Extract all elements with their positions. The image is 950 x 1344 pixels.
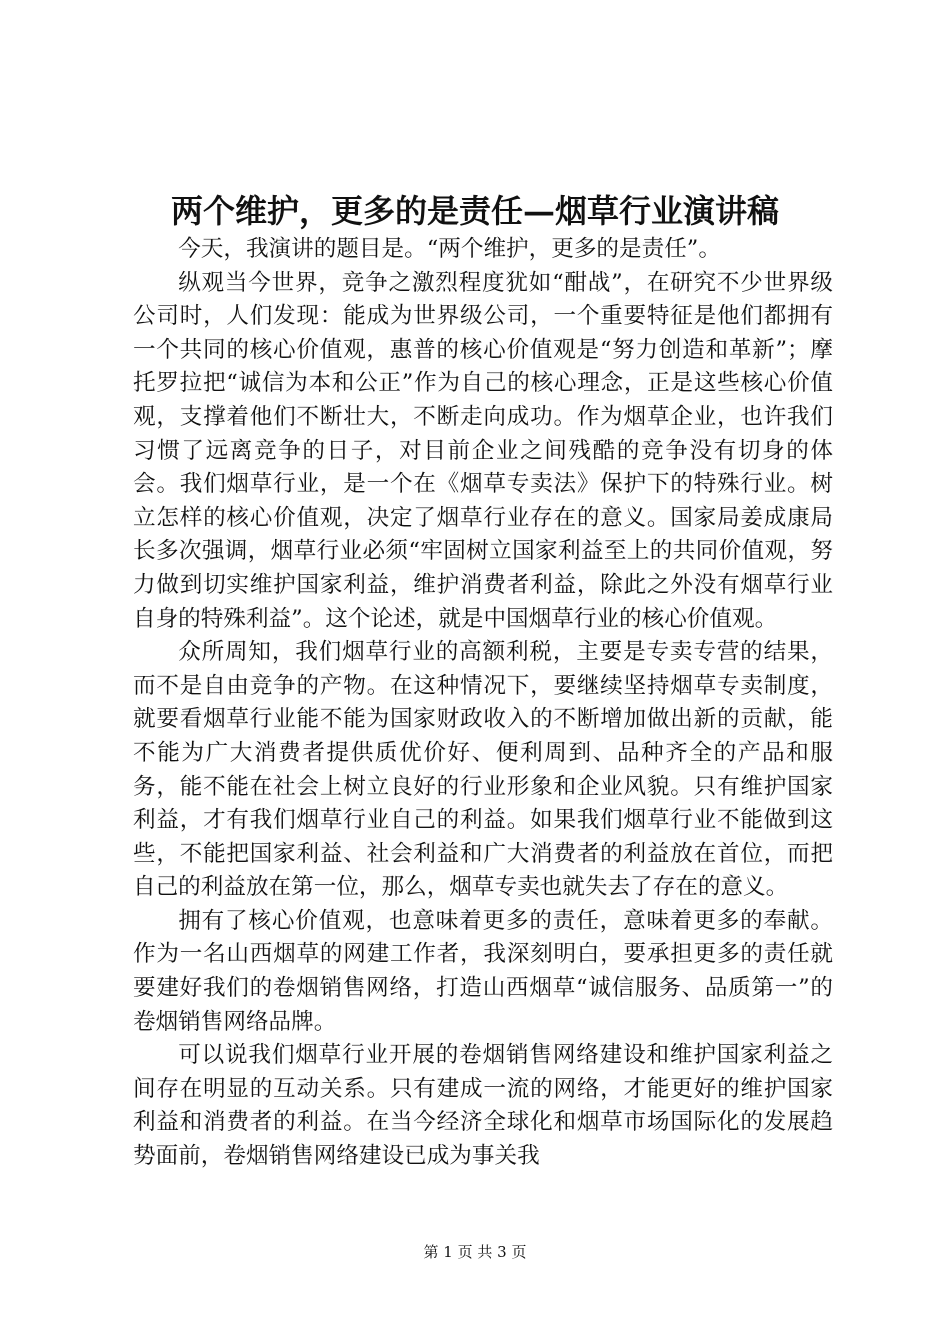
document-body bbox=[133, 233, 833, 1174]
paragraph: 众所周知，我们烟草行业的高额利税，主要是专卖专营的结果，而不是自由竞争的产物。在这种情况下，要继续坚持烟草专卖制度，就要看烟草行业能不能为国家财政收入的不断增加做出新的贡献，能不能为广大消费者提供质优价好、便利周到、品种齐全的产品和服务，能不能在社会上树立良好的行业形象和企业风貌。只有维护国家利益，才有我们烟草行业自己的利益。如果我们烟草行业不能做到这些，不能把国家利益、社会利益和广大消费者的利益放在首位，而把自己的利益放在第一位，那么，烟草专卖也就失去了存在的意义。 bbox=[133, 639, 833, 901]
document-title: 两个维护，更多的是责任—烟草行业演讲稿 bbox=[170, 192, 779, 230]
paragraph: 拥有了核心价值观，也意味着更多的责任，意味着更多的奉献。作为一名山西烟草的网建工作者，我深刻明白，要承担更多的责任就要建好我们的卷烟销售网络，打造山西烟草“诚信服务、品质第一”的卷烟销售网络品牌。 bbox=[133, 907, 833, 1035]
page-footer: 第 1 页 共 3 页 bbox=[423, 1243, 527, 1261]
paragraph: 可以说我们烟草行业开展的卷烟销售网络建设和维护国家利益之间存在明显的互动关系。只有建成一流的网络，才能更好的维护国家利益和消费者的利益。在当今经济全球化和烟草市场国际化的发展趋势面前，卷烟销售网络建设已成为事关我 bbox=[133, 1042, 833, 1170]
paragraph: 纵观当今世界，竞争之激烈程度犹如“酣战”，在研究不少世界级公司时，人们发现：能成为世界级公司，一个重要特征是他们都拥有一个共同的核心价值观，惠普的核心价值观是“努力创造和革新”；摩托罗拉把“诚信为本和公正”作为自己的核心理念，正是这些核心价值观，支撑着他们不断壮大，不断走向成功。作为烟草企业，也许我们习惯了远离竞争的日子，对目前企业之间残酷的竞争没有切身的体会。我们烟草行业，是一个在《烟草专卖法》保护下的特殊行业。树立怎样的核心价值观，决定了烟草行业存在的意义。国家局姜成康局长多次强调，烟草行业必须“牢固树立国家利益至上的共同价值观，努力做到切实维护国家利益，维护消费者利益，除此之外没有烟草行业自身的特殊利益”。这个论述，就是中国烟草行业的核心价值观。 bbox=[133, 269, 833, 632]
paragraph: 今天，我演讲的题目是。“两个维护，更多的是责任”。 bbox=[178, 236, 721, 262]
